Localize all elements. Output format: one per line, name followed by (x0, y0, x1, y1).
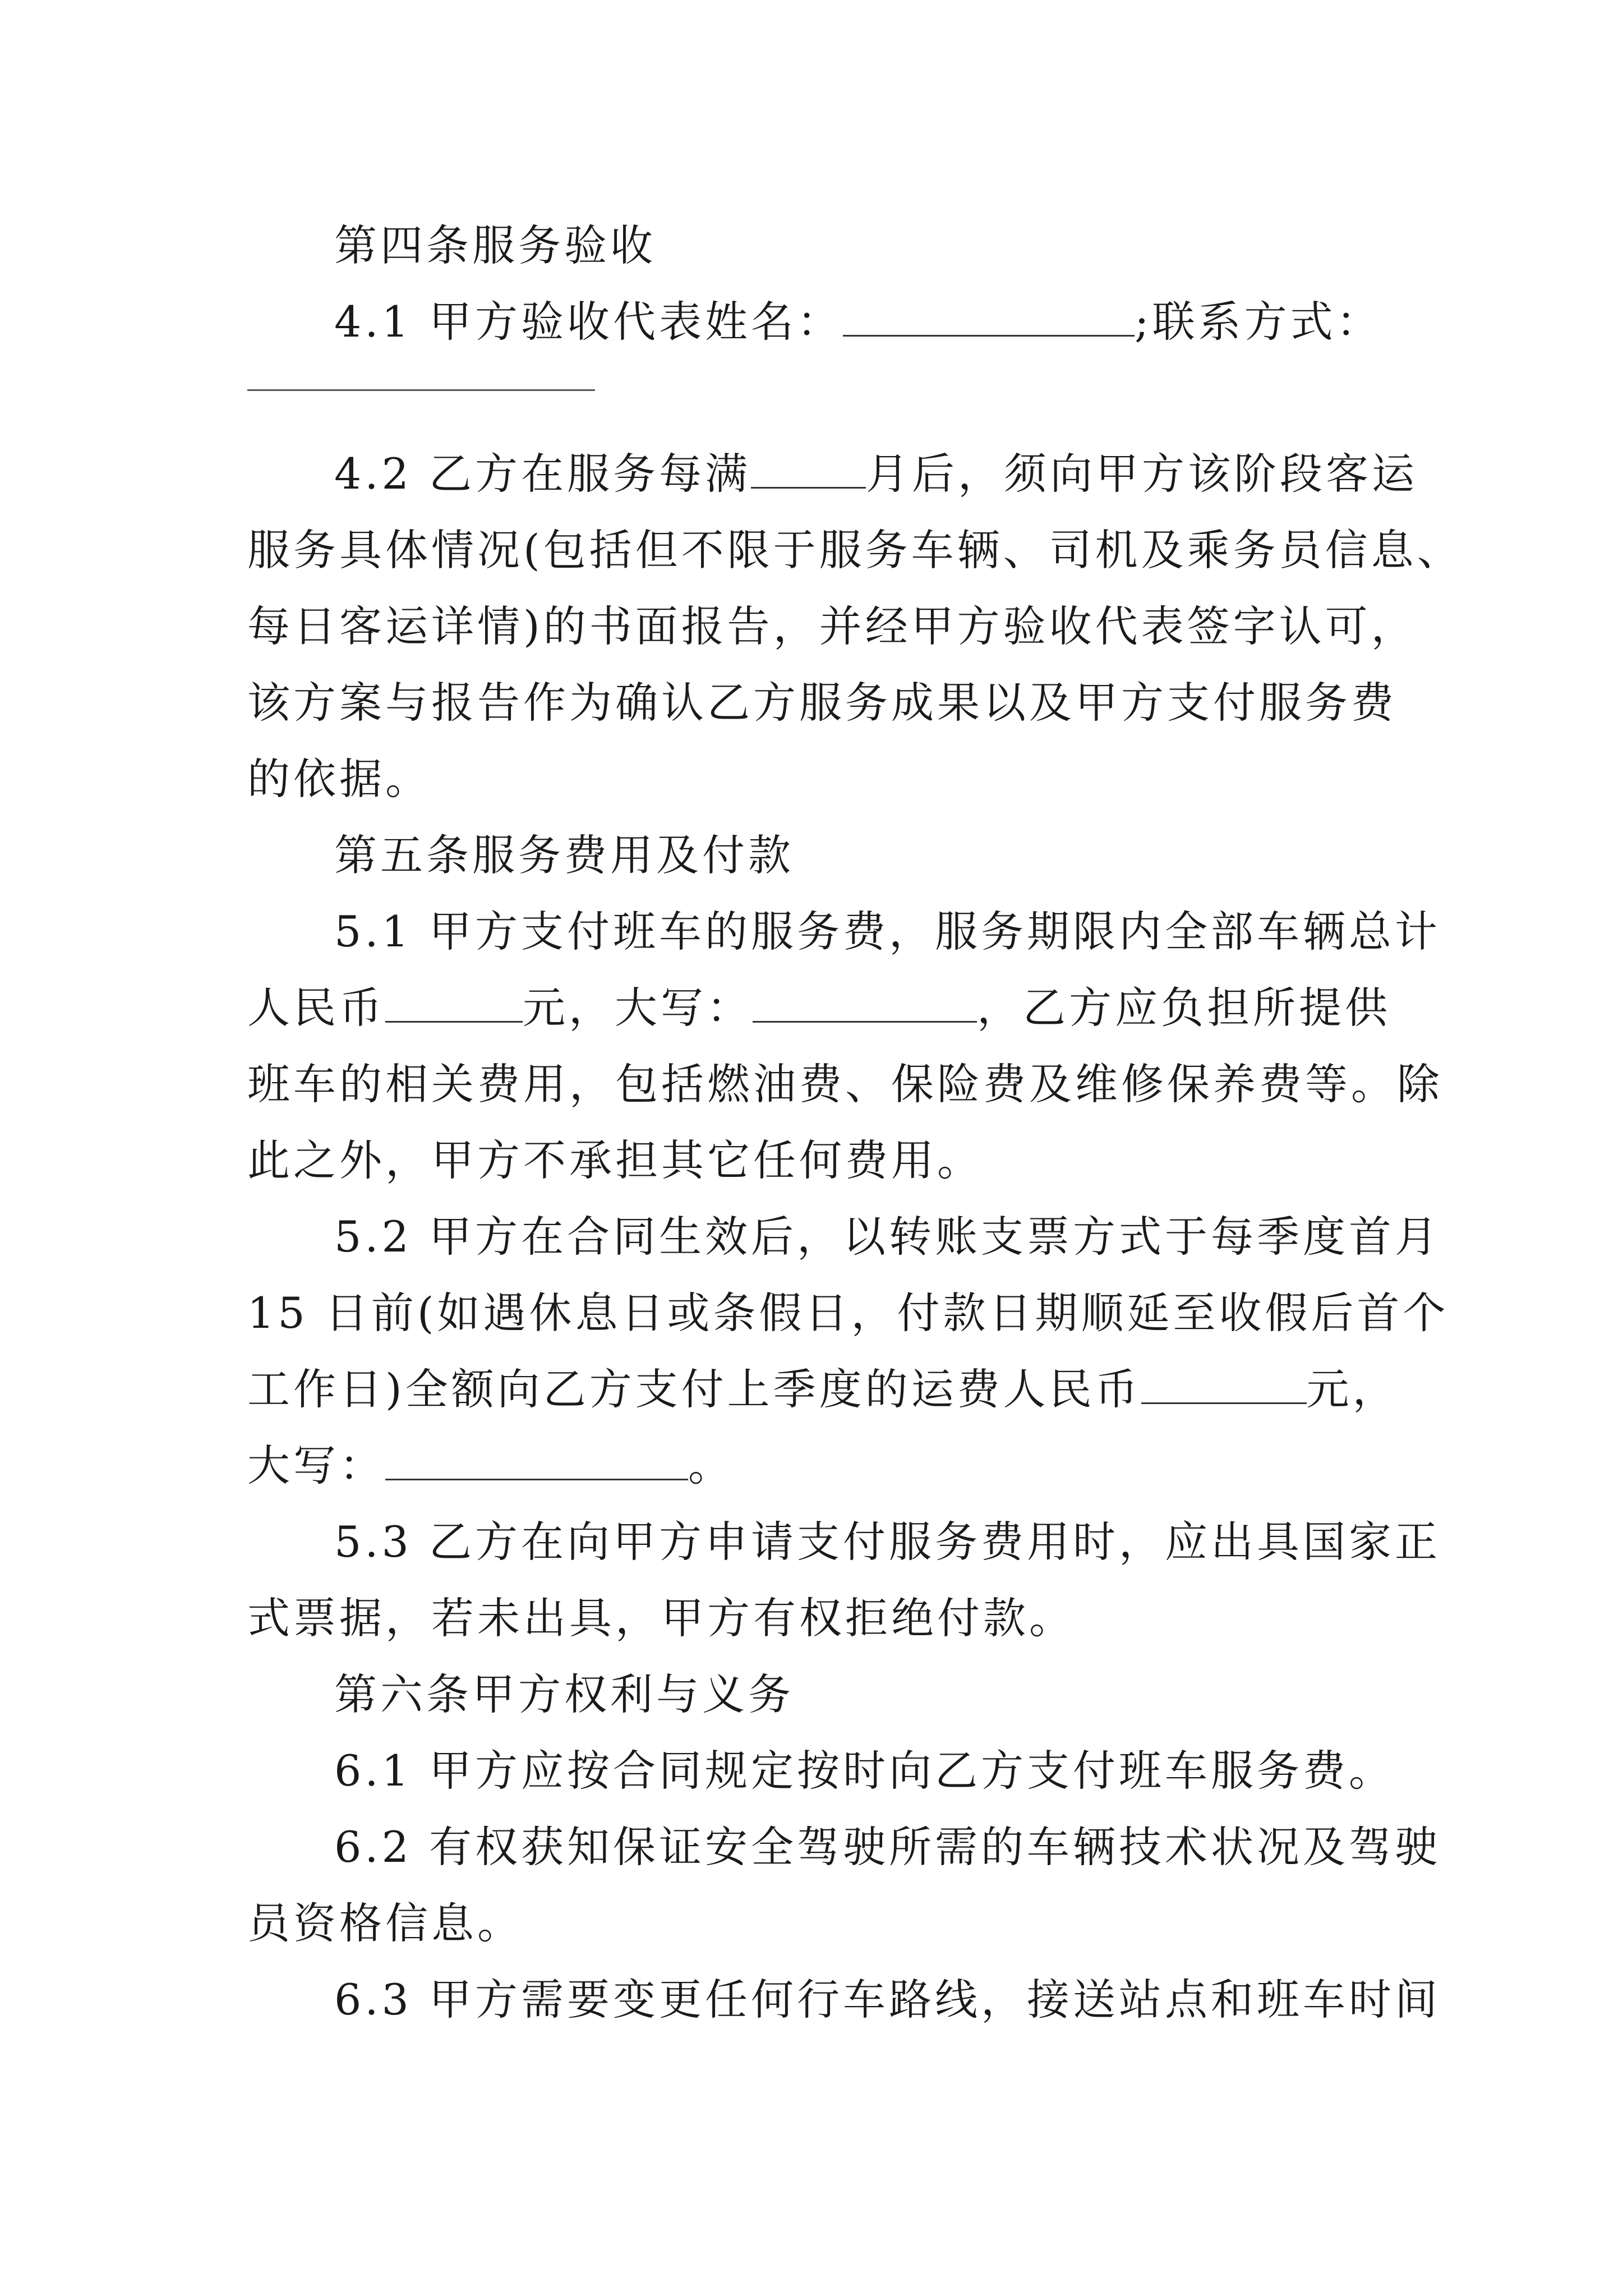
clause-5-2-text-c: 大写： (247, 1441, 385, 1490)
clause-6-3-line-1: 6.3 甲方需要变更任何行车路线，接送站点和班车时间 (334, 1975, 1441, 2024)
contact-info-blank[interactable] (247, 389, 595, 391)
clause-5-2-line-1: 5.2 甲方在合同生效后，以转账支票方式于每季度首月 (334, 1212, 1441, 1262)
clause-6-1: 6.1 甲方应按合同规定按时向乙方支付班车服务费。 (334, 1746, 1395, 1796)
clause-4-2-line-4: 该方案与报告作为确认乙方服务成果以及甲方支付服务费 (247, 678, 1397, 728)
article-4-heading: 第四条服务验收 (334, 220, 656, 270)
article-6-heading: 第六条甲方权利与义务 (334, 1669, 794, 1719)
quarterly-fee-capital-blank[interactable] (385, 1444, 688, 1480)
clause-6-2-line-1: 6.2 有权获知保证安全驾驶所需的车辆技术状况及驾驶 (334, 1822, 1441, 1872)
clause-5-1-line-3: 班车的相关费用，包括燃油费、保险费及维修保养费等。除 (247, 1059, 1443, 1109)
clause-4-2-text-b: 月后，须向甲方该阶段客运 (866, 449, 1418, 499)
clause-4-1 (247, 284, 1386, 360)
clause-5-1-text-b: 元，大写： (523, 983, 753, 1033)
clause-4-2-line-3: 每日客运详情)的书面报告，并经甲方验收代表签字认可， (247, 601, 1417, 651)
clause-4-1-contact-label: ;联系方式： (1135, 297, 1382, 347)
months-blank[interactable] (751, 452, 866, 489)
clause-4-2-line-1 (247, 436, 1418, 512)
clause-4-1-label: 4.1 甲方验收代表姓名： (334, 297, 843, 347)
clause-5-2-text-a: 工作日)全额向乙方支付上季度的运费人民币 (247, 1364, 1141, 1414)
clause-5-2-line-4 (247, 1428, 1386, 1504)
article-5-heading: 第五条服务费用及付款 (334, 830, 794, 880)
clause-5-3-line-1: 5.3 乙方在向甲方申请支付服务费用时，应出具国家正 (334, 1517, 1441, 1567)
clause-5-1-text-c: ，乙方应负担所提供 (977, 983, 1391, 1033)
clause-5-2-line-3 (247, 1351, 1399, 1428)
clause-5-2-text-d: 。 (688, 1441, 734, 1490)
clause-5-2-line-2: 15 日前(如遇休息日或条假日，付款日期顺延至收假后首个 (247, 1288, 1449, 1338)
service-fee-amount-blank[interactable] (385, 986, 523, 1023)
clause-6-2-line-2: 员资格信息。 (247, 1898, 523, 1948)
acceptance-rep-name-blank[interactable] (843, 300, 1135, 337)
clause-5-3-line-2: 式票据，若未出具，甲方有权拒绝付款。 (247, 1593, 1075, 1643)
quarterly-fee-amount-blank[interactable] (1141, 1368, 1307, 1404)
clause-4-2-line-5: 的依据。 (247, 754, 431, 804)
clause-5-1-line-2 (247, 970, 1391, 1046)
clause-5-1-line-1: 5.1 甲方支付班车的服务费，服务期限内全部车辆总计 (334, 907, 1441, 956)
clause-5-1-text-a: 人民币 (247, 983, 385, 1033)
clause-4-2-line-2: 服务具体情况(包括但不限于服务车辆、司机及乘务员信息、 (247, 525, 1463, 575)
service-fee-capital-blank[interactable] (753, 986, 977, 1023)
clause-5-1-line-4: 此之外，甲方不承担其它任何费用。 (247, 1135, 983, 1185)
contract-body (247, 208, 1463, 2038)
clause-5-2-text-b: 元， (1306, 1364, 1399, 1414)
clause-4-2-text-a: 4.2 乙方在服务每满 (334, 449, 751, 499)
